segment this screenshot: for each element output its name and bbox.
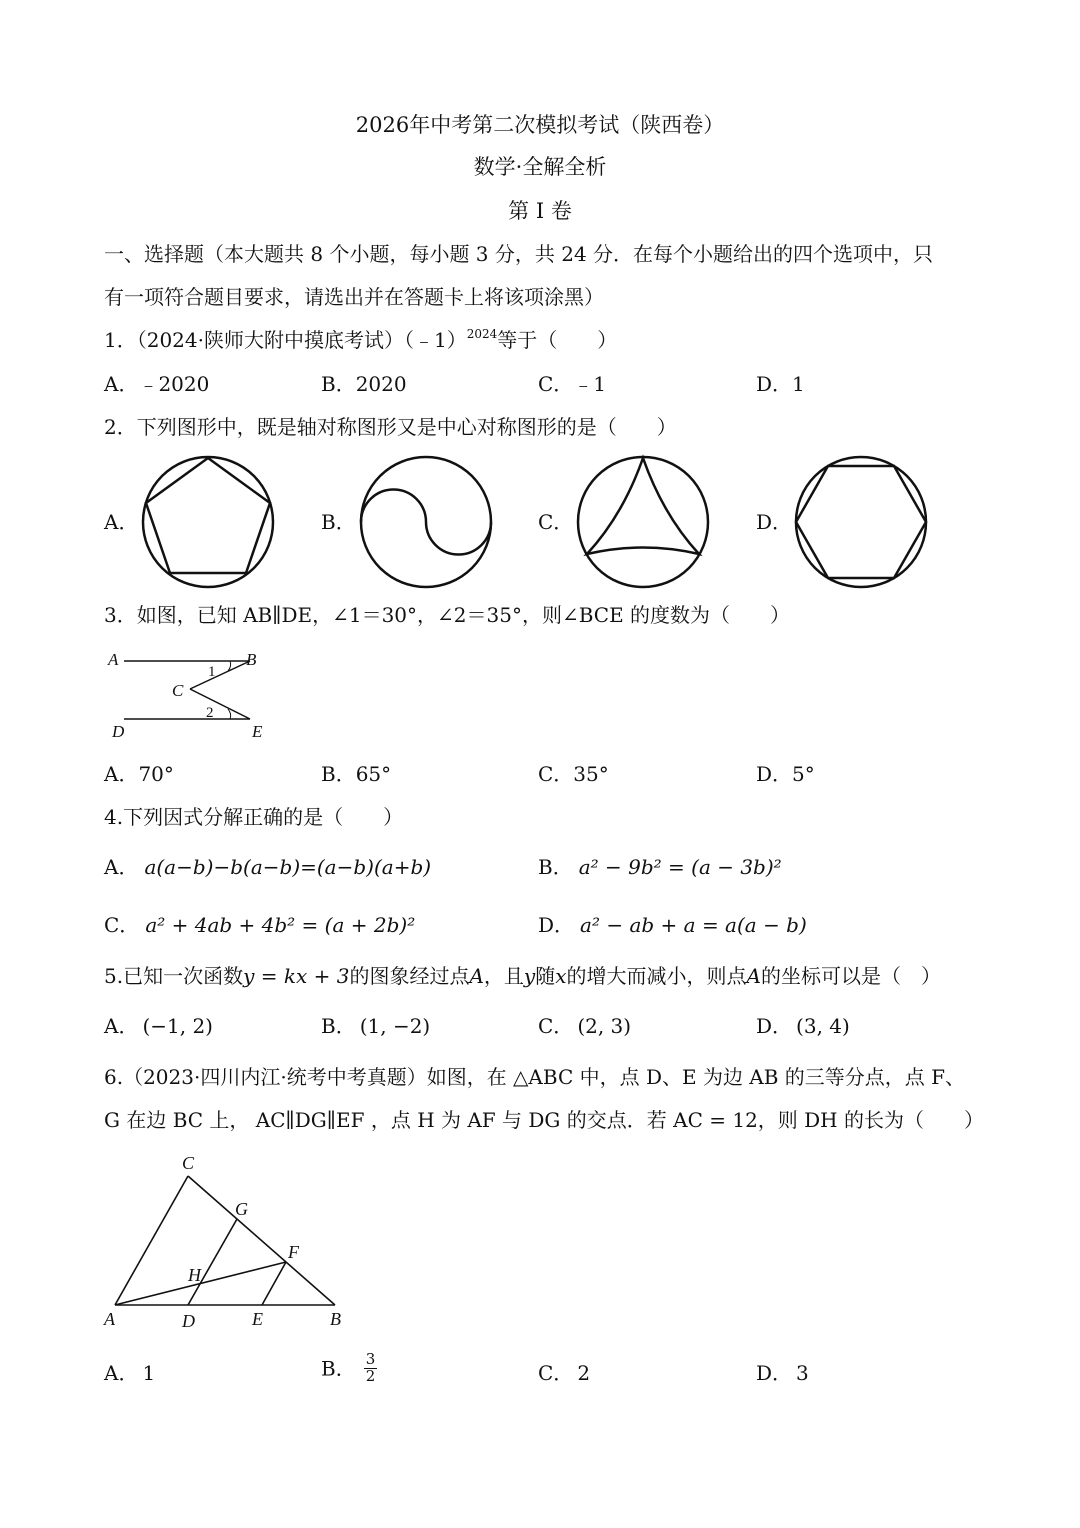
q1-stem-before: 1．（2024·陕师大附中摸底考试）（﹣1） xyxy=(104,328,467,352)
q5-option-c-value: (2, 3) xyxy=(577,1014,632,1038)
q6-option-b-label: B． xyxy=(321,1356,356,1381)
q2-option-a-label: A． xyxy=(104,510,139,534)
q1-exponent: 2024 xyxy=(466,327,498,341)
question-5-stem xyxy=(104,966,941,986)
q3-option-d: D．5° xyxy=(756,762,815,786)
side-ac xyxy=(115,1176,188,1305)
page-title: 2026年中考第二次模拟考试（陕西卷） xyxy=(355,113,725,137)
fraction-numerator: 3 xyxy=(365,1350,376,1368)
q5-point-a-2: A xyxy=(746,964,761,988)
q4-option-c-expr: a² + 4ab + 4b² = (a + 2b)² xyxy=(145,913,416,937)
fraction-denominator: 2 xyxy=(365,1366,376,1385)
point-f-label: F xyxy=(288,1242,299,1262)
q3-option-c: C．35° xyxy=(538,762,609,786)
q5-option-b-value: (1, −2) xyxy=(359,1014,431,1038)
q3-figure xyxy=(104,645,279,745)
segment-ef xyxy=(262,1262,286,1305)
q5-text-6: 的坐标可以是（ ） xyxy=(760,964,941,988)
q4-option-a-expr: a(a−b)−b(a−b)=(a−b)(a+b) xyxy=(144,855,432,879)
q4-option-c xyxy=(104,915,415,935)
s-curve-shape xyxy=(361,490,491,555)
q5-option-d xyxy=(756,1016,850,1036)
circle-shape xyxy=(796,457,926,587)
q4-option-c-label: C． xyxy=(104,913,140,937)
page-subtitle: 数学·全解全析 xyxy=(473,155,607,179)
question-4-stem: 4.下列因式分解正确的是（ ） xyxy=(104,805,404,829)
q4-option-a-label: A． xyxy=(104,855,139,879)
hexagon-shape xyxy=(796,466,926,578)
q1-stem-after: 等于（ ） xyxy=(497,328,618,352)
q3-option-a: A．70° xyxy=(104,762,174,786)
q6-option-b xyxy=(321,1352,377,1385)
q2-figure-reuleaux xyxy=(575,455,715,595)
q5-point-a: A xyxy=(469,964,484,988)
q2-figure-pentagon xyxy=(140,455,280,595)
q4-option-d xyxy=(538,915,807,935)
q5-function: y = kx + 3 xyxy=(243,964,350,988)
q1-option-d: D．1 xyxy=(756,372,805,396)
q6-option-d-label: D． xyxy=(756,1361,793,1385)
q6-option-c-value: 2 xyxy=(577,1361,591,1385)
q2-option-d-label: D． xyxy=(756,510,793,534)
q6-option-c xyxy=(538,1363,590,1383)
q6-option-a-value: 1 xyxy=(142,1361,156,1385)
q5-text-5: 的增大而减小，则点 xyxy=(566,964,747,988)
q4-option-b-expr: a² − 9b² = (a − 3b)² xyxy=(578,855,782,879)
circle-shape xyxy=(578,457,708,587)
point-c-label: C xyxy=(172,681,184,700)
q5-option-c xyxy=(538,1016,631,1036)
q6-option-d-value: 3 xyxy=(796,1361,809,1385)
q1-option-c: C．﹣1 xyxy=(538,372,607,396)
point-b-label: B xyxy=(246,650,257,669)
point-d-label: D xyxy=(182,1311,195,1331)
q4-option-b-label: B． xyxy=(538,855,573,879)
q5-text-4: 随 xyxy=(535,964,556,988)
q6-option-b-fraction xyxy=(364,1352,378,1385)
q6-option-c-label: C． xyxy=(538,1361,574,1385)
point-a-label: A xyxy=(108,650,119,669)
line-bc xyxy=(190,661,250,689)
q5-text-1: 5.已知一次函数 xyxy=(104,964,244,988)
point-a-label: A xyxy=(104,1309,115,1329)
q5-option-a-value: (−1, 2) xyxy=(142,1014,213,1038)
q1-option-a: A．﹣2020 xyxy=(104,372,210,396)
q5-option-d-label: D． xyxy=(756,1014,793,1038)
q6-option-a xyxy=(104,1363,155,1383)
volume-title: 第 I 卷 xyxy=(508,199,572,223)
section-instructions-line2: 有一项符合题目要求，请选出并在答题卡上将该项涂黑） xyxy=(104,285,604,309)
q3-option-b: B．65° xyxy=(321,762,392,786)
q5-option-c-label: C． xyxy=(538,1014,574,1038)
question-2-stem: 2．下列图形中，既是轴对称图形又是中心对称图形的是（ ） xyxy=(104,415,677,439)
q6-option-a-label: A． xyxy=(104,1361,139,1385)
point-h-label: H xyxy=(188,1265,201,1285)
curved-triangle-shape xyxy=(587,458,699,554)
q5-option-d-value: (3, 4) xyxy=(796,1014,850,1038)
q5-option-a xyxy=(104,1016,213,1036)
section-instructions-line1: 一、选择题（本大题共 8 个小题，每小题 3 分，共 24 分．在每个小题给出的四个选项中，只 xyxy=(104,242,934,266)
q4-option-b xyxy=(538,857,782,877)
q5-text-3: ，且 xyxy=(483,964,524,988)
question-6-stem-line2: G 在边 BC 上， AC∥DG∥EF ，点 H 为 AF 与 DG 的交点．若 AC = 12，则 DH 的长为（ ） xyxy=(104,1108,984,1132)
q2-option-c-label: C． xyxy=(538,510,574,534)
side-bc xyxy=(188,1176,335,1305)
point-e-label: E xyxy=(252,1309,263,1329)
point-c-label: C xyxy=(182,1153,195,1173)
q5-text-2: 的图象经过点 xyxy=(349,964,470,988)
q1-option-b: B．2020 xyxy=(321,372,407,396)
point-b-label: B xyxy=(330,1309,341,1329)
q5-option-b xyxy=(321,1016,430,1036)
line-ce xyxy=(190,689,250,719)
question-1-stem xyxy=(104,327,618,352)
segment-dg xyxy=(188,1219,237,1305)
point-d-label: D xyxy=(112,722,125,741)
q5-var-y: y xyxy=(523,964,536,988)
angle-2-arc xyxy=(228,709,231,719)
angle-1-label: 1 xyxy=(208,664,216,680)
point-g-label: G xyxy=(235,1199,248,1219)
q5-option-a-label: A． xyxy=(104,1014,139,1038)
angle-2-label: 2 xyxy=(206,705,214,721)
q6-figure xyxy=(100,1150,360,1335)
q4-option-a xyxy=(104,857,431,877)
q5-var-x: x xyxy=(555,964,567,988)
q2-figure-hexagon xyxy=(793,455,933,595)
q2-figure-yin-yang xyxy=(358,455,498,595)
q5-option-b-label: B． xyxy=(321,1014,356,1038)
q6-option-d xyxy=(756,1363,809,1383)
question-3-stem: 3．如图，已知 AB∥DE，∠1＝30°，∠2＝35°，则∠BCE 的度数为（ ） xyxy=(104,603,791,627)
q4-option-d-label: D． xyxy=(538,913,575,937)
q2-option-b-label: B． xyxy=(321,510,356,534)
q4-option-d-expr: a² − ab + a = a(a − b) xyxy=(580,913,807,937)
question-6-stem-line1: 6.（2023·四川内江·统考中考真题）如图，在 △ABC 中，点 D、E 为边 AB 的三等分点，点 F、 xyxy=(104,1065,966,1089)
point-e-label: E xyxy=(252,722,263,741)
circle-shape xyxy=(143,457,273,587)
